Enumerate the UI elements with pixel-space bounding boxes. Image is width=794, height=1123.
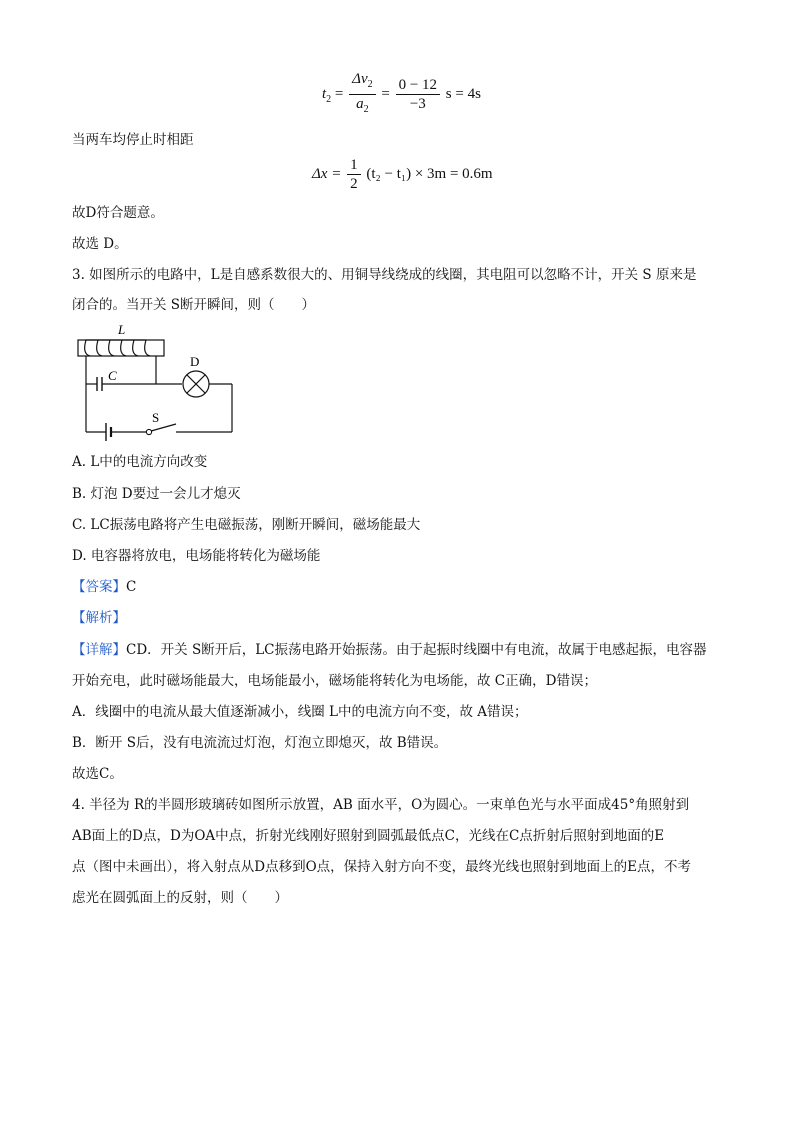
q3-detail-line1: 【详解】CD．开关 S断开后，LC振荡电路开始振荡。由于起振时线圈中有电流，故属于电感起振，电容器 [72, 642, 707, 658]
eq2-rest: (t₂ − t₁) × 3m = 0.6m [366, 165, 493, 182]
distance-intro: 当两车均停止时相距 [72, 132, 194, 148]
q3-option-c: C. LC振荡电路将产生电磁振荡，刚断开瞬间，磁场能最大 [72, 517, 421, 533]
label-l: L [118, 322, 126, 337]
q3-detail-line2: 开始充电，此时磁场能最大，电场能最小，磁场能将转化为电场能，故 C正确，D错误； [72, 673, 597, 689]
switch-contact [146, 429, 151, 434]
circuit-diagram [72, 322, 242, 446]
label-d: D [190, 354, 200, 369]
eq1-fraction-dv-a: $\frac{\Delta v_2}{a_2}$ [349, 70, 375, 119]
equation-delta-x [312, 156, 493, 193]
eq1-frac2-den: −3 [409, 96, 426, 112]
eq1-frac1-den: a [356, 96, 364, 112]
choose-d-statement: 故选 D。 [72, 236, 128, 252]
q3-conclusion: 故选C。 [72, 766, 123, 782]
detail-tag: 【详解】 [72, 642, 126, 658]
q4-line4: 虑光在圆弧面上的反射，则（ ） [72, 890, 288, 906]
answer-tag: 【答案】 [72, 579, 126, 595]
q3-detail-line3: A．线圈中的电流从最大值逐渐减小，线圈 L中的电流方向不变，故 A错误； [72, 704, 528, 720]
q3-stem-line2: 闭合的。当开关 S断开瞬间，则（ ） [72, 297, 316, 313]
eq1-fraction-values [396, 76, 440, 113]
switch-s [151, 424, 176, 431]
label-c: C [108, 368, 117, 383]
answer-value: C [126, 579, 137, 595]
q4-line3: 点（图中未画出），将入射点从D点移到O点，保持入射方向不变，最终光线也照射到地面上的E点，不考 [72, 859, 691, 875]
q3-detail-line4: B．断开 S后，没有电流流过灯泡，灯泡立即熄灭，故 B错误。 [72, 735, 448, 751]
inductor-coil [85, 340, 150, 356]
equation-t2: $t_2$ = $\frac{\Delta v_2}{a_2}$ = $\frac{0 - 12}{-3}$ s = 4s [322, 70, 481, 119]
q4-line2: AB面上的D点，D为OA中点，折射光线刚好照射到圆弧最低点C，光线在C点折射后照射到地面的E [72, 828, 665, 844]
q3-stem-line1: 3. 如图所示的电路中，L是自感系数很大的、用铜导线绕成的线圈，其电阻可以忽略不计，开关 S 原来是 [72, 267, 697, 283]
eq1-rest: s = 4s [445, 85, 481, 102]
eq2-lhs: Δx = [312, 165, 342, 182]
d-fits-statement: 故D符合题意。 [72, 205, 164, 221]
q3-analysis-tag: 【解析】 [72, 610, 126, 626]
eq1-frac2-num: 0 − 12 [396, 76, 440, 95]
q4-line1: 4. 半径为 R的半圆形玻璃砖如图所示放置，AB 面水平，O为圆心。一束单色光与水平面成45°角照射到 [72, 797, 690, 813]
eq1-lhs: t [322, 85, 327, 102]
q3-option-b: B. 灯泡 D要过一会儿才熄灭 [72, 486, 241, 502]
eq2-fraction-half: $\frac{1}{2}$ [347, 156, 361, 193]
eq1-lhs-sub: 2 [326, 93, 332, 105]
q3-answer [72, 577, 732, 597]
q3-option-a: A. L中的电流方向改变 [72, 454, 208, 470]
eq1-frac1-num: Δv [352, 71, 368, 87]
q3-option-d: D. 电容器将放电，电场能将转化为磁场能 [72, 548, 321, 564]
label-s: S [152, 410, 160, 425]
